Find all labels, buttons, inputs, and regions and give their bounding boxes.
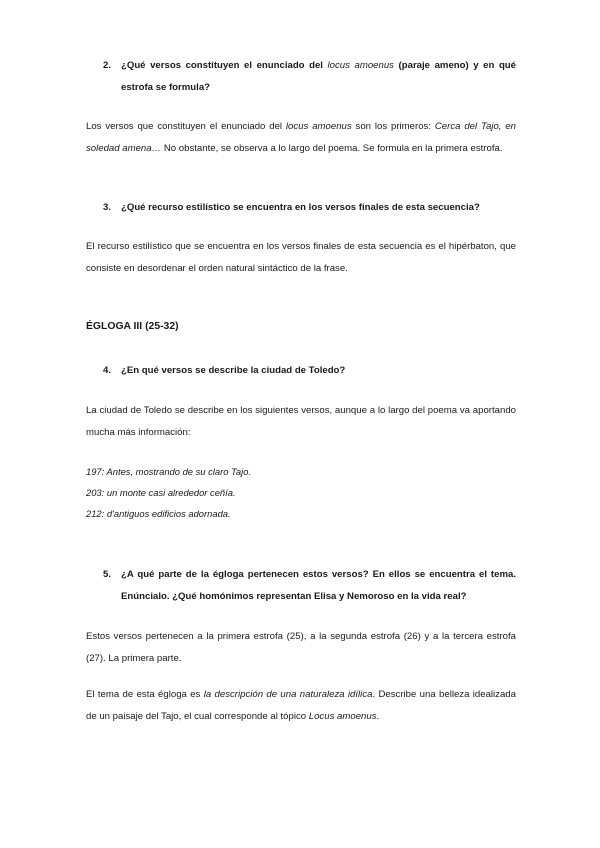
answer-text-part: .: [376, 711, 380, 722]
question-2: [86, 55, 516, 99]
answer-3: El recurso estilístico que se encuentra en los versos finales de esta secuencia es el hipérbaton, que consiste en desordenar el orden natural sintáctico de la frase.: [86, 241, 516, 274]
answer-text-part: No obstante, se observa a lo largo del poema. Se formula en la primera estrofa.: [161, 143, 503, 154]
question-3: [86, 197, 516, 219]
question-italic-term: locus amoenus: [327, 60, 394, 71]
answer-italic-theme: la descripción de una naturaleza idílica: [203, 689, 373, 700]
question-number: 5.: [103, 569, 112, 580]
verse-line: 212: d'antiguos edificios adornada.: [86, 508, 231, 519]
answer-italic-term: Locus amoenus: [308, 711, 377, 722]
answer-text-part: son los primeros:: [351, 121, 435, 132]
question-number: 3.: [103, 202, 112, 213]
question-text-part: (paraje ameno) y en qué estrofa se formula?: [121, 60, 516, 93]
verse-line: 197: Antes, mostrando de su claro Tajo.: [86, 466, 252, 477]
question-text: ¿A qué parte de la égloga pertenecen estos versos? En ellos se encuentra el tema. Enúncialo. ¿Qué homónimos representan Elisa y Nemoroso en la vida real?: [121, 569, 516, 602]
answer-italic-term: locus amoenus: [285, 121, 352, 132]
question-text: ¿Qué recurso estilístico se encuentra en los versos finales de esta secuencia?: [121, 202, 480, 213]
question-number: 2.: [103, 60, 112, 71]
answer-4: La ciudad de Toledo se describe en los siguientes versos, aunque a lo largo del poema va aportando mucha más información:: [86, 405, 516, 438]
answer-5-part: Estos versos pertenecen a la primera estrofa (25), a la segunda estrofa (26) y a la tercera estrofa (27). La primera parte.: [86, 631, 516, 664]
question-text: [121, 55, 516, 99]
question-number: 4.: [103, 365, 112, 376]
answer-5-theme: [86, 684, 516, 728]
question-text: ¿En qué versos se describe la ciudad de Toledo?: [121, 365, 346, 376]
question-5: [86, 564, 516, 608]
question-4: [86, 360, 516, 382]
question-text-part: ¿Qué versos constituyen el enunciado del: [121, 60, 328, 71]
answer-text-part: . Describe una belleza idealizada de un paisaje del Tajo, el cual corresponde al tópico: [86, 689, 516, 722]
answer-italic-quote: Cerca del Tajo, en soledad amena…: [86, 121, 517, 154]
section-title: ÉGLOGA III (25-32): [86, 321, 179, 332]
answer-text-part: El tema de esta égloga es: [86, 689, 204, 700]
answer-text-part: Los versos que constituyen el enunciado del: [86, 121, 286, 132]
verse-line: 203: un monte casi alrededor ceñía.: [86, 487, 236, 498]
answer-2: [86, 116, 516, 160]
verse-list: [86, 461, 251, 524]
